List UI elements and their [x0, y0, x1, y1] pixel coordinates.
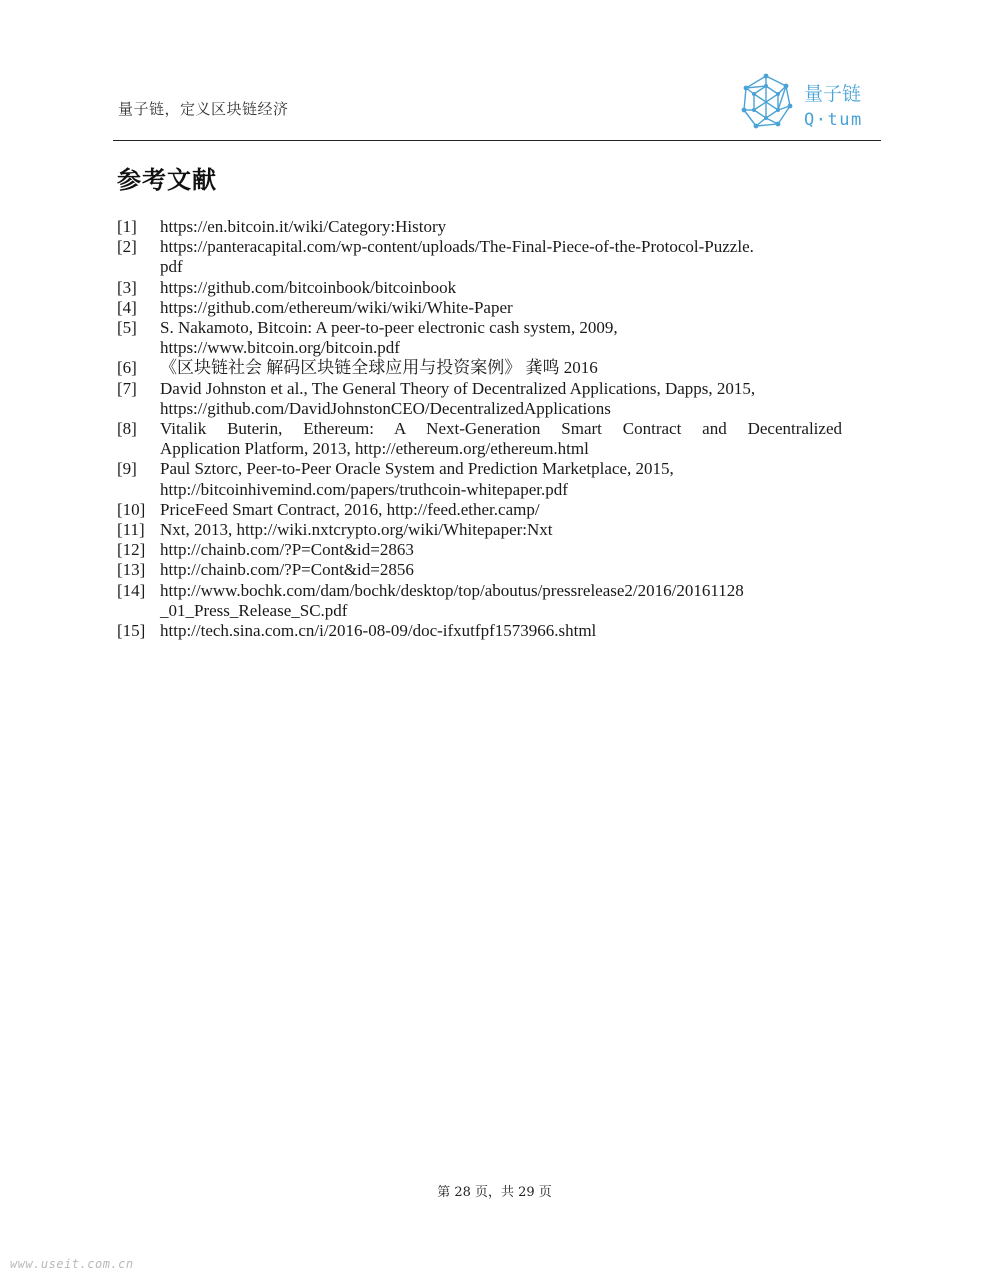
reference-text: [160, 520, 842, 540]
reference-item: [117, 520, 842, 540]
reference-text: [160, 298, 842, 318]
reference-item: [117, 560, 842, 580]
reference-item: [117, 621, 842, 641]
reference-number: [1]: [117, 217, 137, 236]
reference-item: [117, 540, 842, 560]
reference-number: [11]: [117, 520, 145, 540]
reference-line: https://github.com/DavidJohnstonCEO/DecentralizedApplications: [160, 398, 611, 418]
reference-line: Vitalik Buterin, Ethereum: A Next-Generation Smart Contract and Decentralized: [160, 419, 842, 439]
reference-item: [117, 379, 842, 419]
reference-line: https://panteracapital.com/wp-content/uploads/The-Final-Piece-of-the-Protocol-Puzzle.: [160, 237, 754, 257]
reference-line: http://bitcoinhivemind.com/papers/truthcoin-whitepaper.pdf: [160, 479, 568, 499]
reference-line: _01_Press_Release_SC.pdf: [160, 600, 348, 620]
reference-line: PriceFeed Smart Contract, 2016, http://feed.ether.camp/: [160, 499, 540, 519]
reference-line: http://chainb.com/?P=Cont&id=2856: [160, 560, 414, 580]
reference-item: [117, 459, 842, 499]
reference-text: [160, 318, 842, 358]
logo-en-text: Q·tum: [804, 110, 863, 130]
reference-text: [160, 237, 842, 277]
reference-text: [160, 500, 842, 520]
reference-number: [8]: [117, 419, 137, 439]
reference-line: http://chainb.com/?P=Cont&id=2863: [160, 540, 414, 560]
reference-line: David Johnston et al., The General Theory of Decentralized Applications, Dapps, 2015,: [160, 378, 756, 398]
header-title: 量子链，定义区块链经济: [118, 100, 289, 118]
reference-line: http://tech.sina.com.cn/i/2016-08-09/doc-ifxutfpf1573966.shtml: [160, 621, 597, 641]
reference-line: Paul Sztorc, Peer-to-Peer Oracle System and Prediction Marketplace, 2015,: [160, 459, 674, 479]
reference-list: [117, 217, 842, 641]
reference-item: [117, 298, 842, 318]
reference-number: [3]: [117, 277, 137, 297]
reference-line: Nxt, 2013, http://wiki.nxtcrypto.org/wiki/Whitepaper:Nxt: [160, 520, 553, 540]
reference-text: [160, 459, 842, 499]
reference-item: [117, 217, 842, 237]
qtum-logo: [738, 72, 870, 130]
header-divider: [113, 140, 881, 141]
reference-text: [160, 379, 842, 419]
reference-text: [160, 217, 842, 237]
reference-item: [117, 278, 842, 298]
reference-text: [160, 358, 842, 378]
reference-item: [117, 419, 842, 459]
reference-text: [160, 419, 842, 459]
reference-line: https://www.bitcoin.org/bitcoin.pdf: [160, 338, 400, 358]
reference-line: pdf: [160, 257, 183, 277]
watermark-text: www.useit.com.cn: [10, 1257, 134, 1271]
reference-line: 《区块链社会 解码区块链全球应用与投资案例》 龚鸣 2016: [160, 358, 598, 378]
reference-item: [117, 581, 842, 621]
reference-number: [10]: [117, 499, 146, 519]
reference-item: [117, 500, 842, 520]
reference-line: http://www.bochk.com/dam/bochk/desktop/top/aboutus/pressrelease2/2016/20161128: [160, 580, 744, 600]
reference-text: [160, 278, 842, 298]
reference-line: S. Nakamoto, Bitcoin: A peer-to-peer electronic cash system, 2009,: [160, 318, 618, 338]
reference-line: https://github.com/ethereum/wiki/wiki/White-Paper: [160, 297, 513, 317]
reference-number: [5]: [117, 318, 137, 338]
reference-item: [117, 358, 842, 378]
logo-cn-text: 量子链: [804, 83, 862, 105]
reference-number: [9]: [117, 459, 137, 479]
reference-item: [117, 318, 842, 358]
reference-number: [14]: [117, 580, 146, 600]
reference-text: [160, 581, 842, 621]
page-title: 参考文献: [117, 166, 217, 194]
reference-number: [7]: [117, 378, 137, 398]
reference-number: [15]: [117, 621, 146, 641]
page-footer: 第 28 页，共 29 页: [437, 1185, 552, 1200]
reference-number: [12]: [117, 540, 146, 560]
reference-line: https://en.bitcoin.it/wiki/Category:History: [160, 217, 447, 236]
reference-line: https://github.com/bitcoinbook/bitcoinbook: [160, 277, 457, 297]
reference-text: [160, 540, 842, 560]
reference-number: [2]: [117, 237, 137, 257]
reference-number: [4]: [117, 297, 137, 317]
reference-text: [160, 621, 842, 641]
reference-number: [6]: [117, 358, 137, 378]
reference-item: [117, 237, 842, 277]
reference-number: [13]: [117, 560, 146, 580]
reference-line: Application Platform, 2013, http://ethereum.org/ethereum.html: [160, 439, 589, 459]
reference-text: [160, 560, 842, 580]
